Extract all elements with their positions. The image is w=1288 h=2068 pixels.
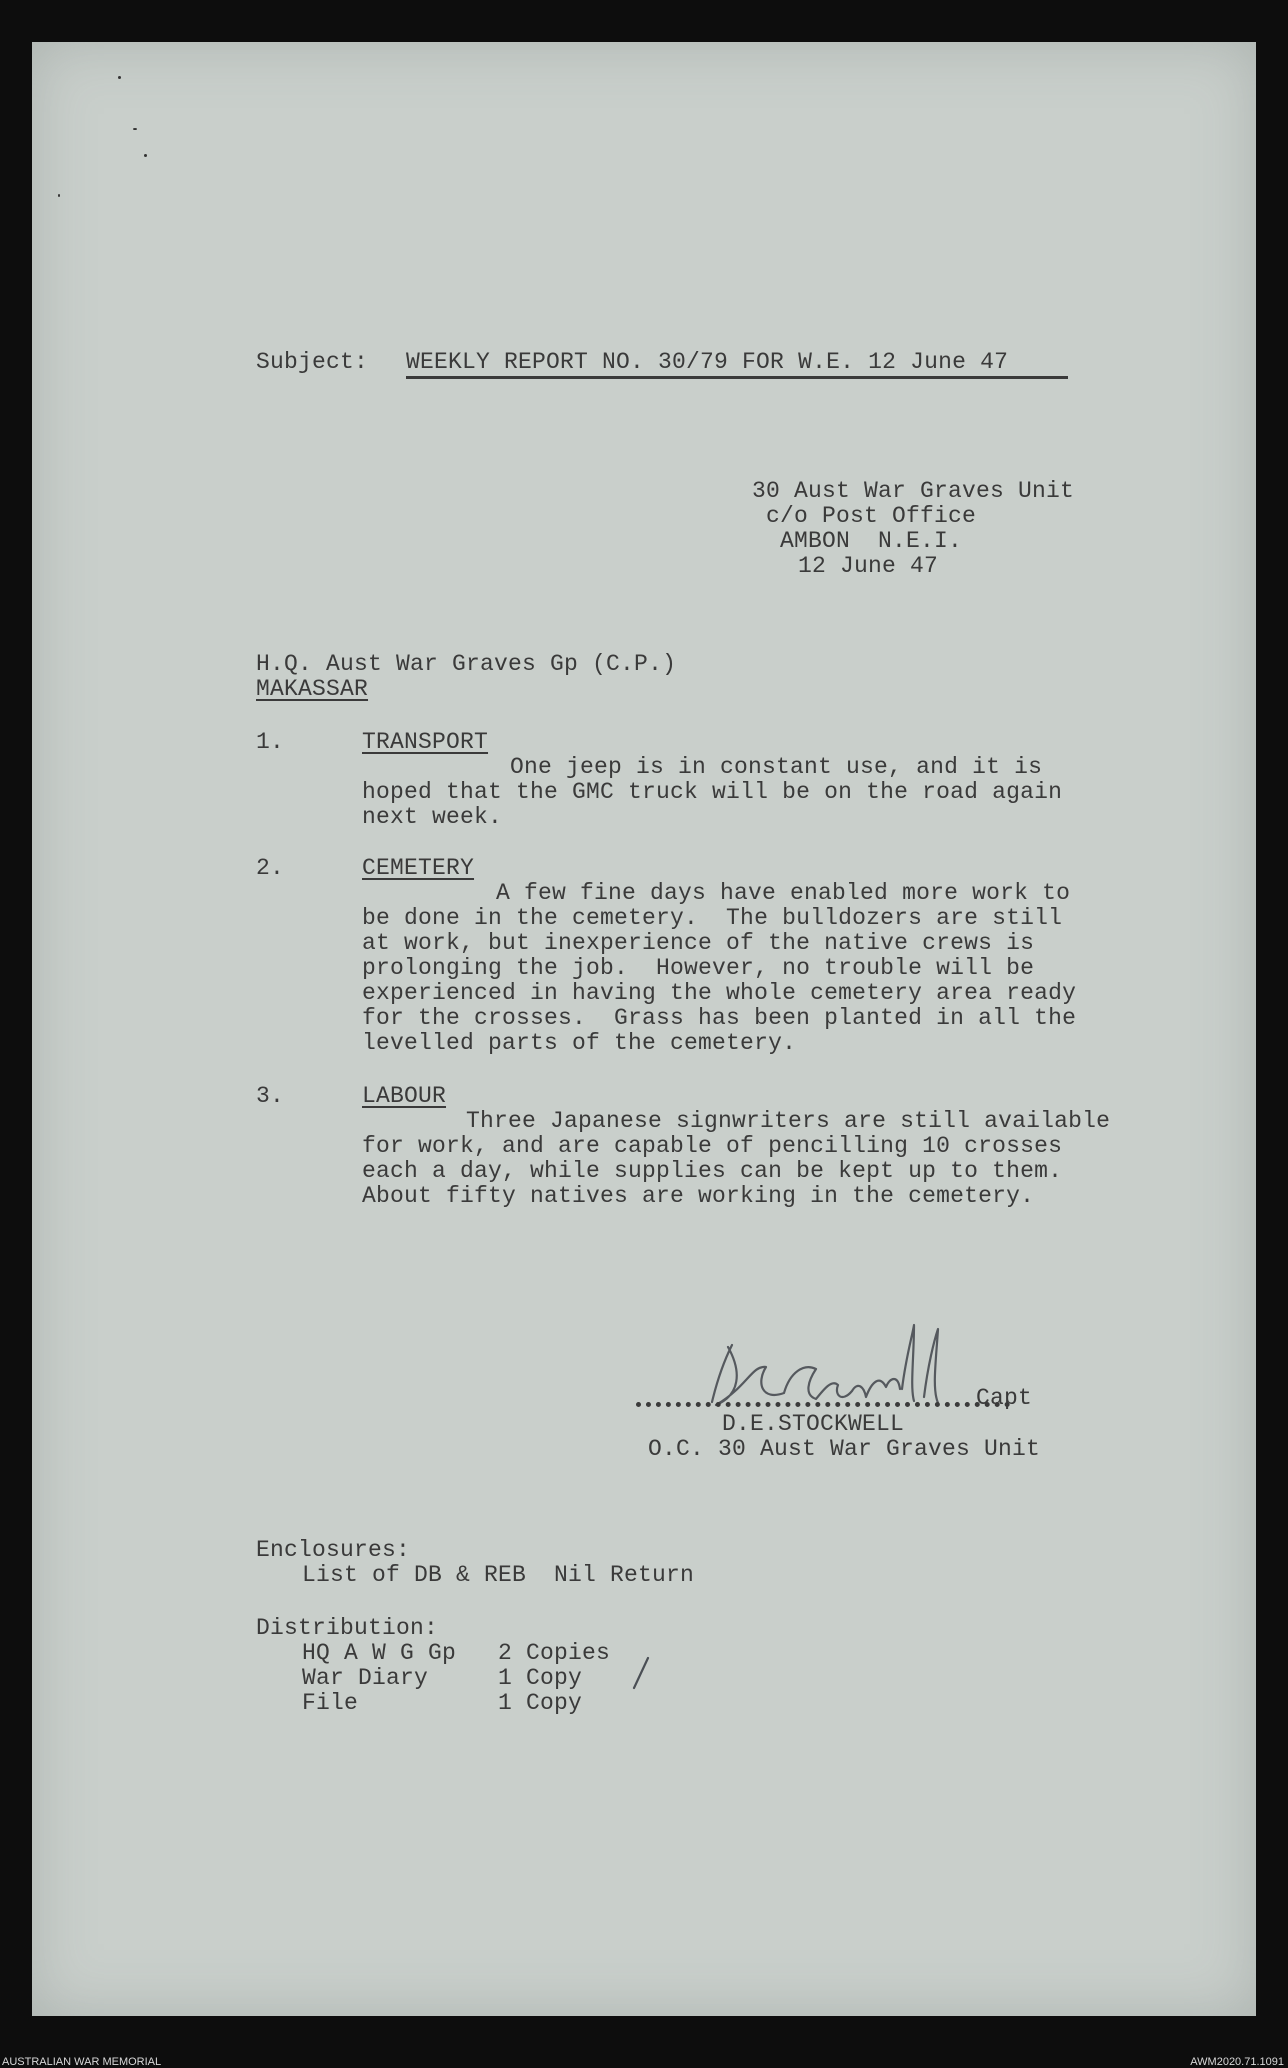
signatory-name: D.E.STOCKWELL — [722, 1411, 905, 1437]
section-text-line: hoped that the GMC truck will be on the road again — [362, 779, 1063, 805]
sender-line: AMBON N.E.I. — [780, 528, 963, 554]
section-text-line: be done in the cemetery. The bulldozers are still — [362, 905, 1063, 931]
distribution-recipient: HQ A W G Gp — [302, 1640, 457, 1666]
paper-speck — [58, 194, 60, 197]
section-heading: TRANSPORT — [362, 729, 489, 755]
section-number: 3. — [256, 1083, 285, 1109]
distribution-copies: 2 Copies — [498, 1640, 611, 1666]
section-heading: LABOUR — [362, 1083, 447, 1109]
section-text-line: prolonging the job. However, no trouble will be — [362, 955, 1035, 981]
section-text-line: About fifty natives are working in the cemetery. — [362, 1183, 1035, 1209]
distribution-recipient: File — [302, 1690, 359, 1716]
signature-dotted-line — [636, 1402, 1010, 1407]
section-text-line: at work, but inexperience of the native crews is — [362, 930, 1035, 956]
section-number: 1. — [256, 729, 285, 755]
distribution-recipient: War Diary — [302, 1665, 429, 1691]
section-text-line: for work, and are capable of pencilling 10 crosses — [362, 1133, 1063, 1159]
subject-title-text: WEEKLY REPORT NO. 30/79 FOR W.E. 12 June 47 — [406, 349, 1009, 375]
signatory-position: O.C. 30 Aust War Graves Unit — [648, 1436, 1041, 1462]
check-mark — [628, 1654, 652, 1694]
section-text-line: for the crosses. Grass has been planted in all the — [362, 1005, 1077, 1031]
enclosures-item: List of DB & REB Nil Return — [302, 1562, 695, 1588]
distribution-copies: 1 Copy — [498, 1690, 583, 1716]
document-page — [32, 42, 1256, 2016]
paper-speck — [144, 154, 147, 157]
recipient-line: H.Q. Aust War Graves Gp (C.P.) — [256, 651, 677, 677]
section-number: 2. — [256, 855, 285, 881]
section-text-line: A few fine days have enabled more work to — [496, 880, 1071, 906]
subject-underline — [406, 376, 1068, 379]
sender-date: 12 June 47 — [798, 553, 939, 579]
footer-archive-name: AUSTRALIAN WAR MEMORIAL — [2, 2056, 162, 2068]
section-text-line: One jeep is in constant use, and it is — [510, 754, 1043, 780]
footer-accession-number: AWM2020.71.1091 — [1190, 2056, 1284, 2068]
paper-speck — [133, 128, 137, 130]
section-heading: CEMETERY — [362, 855, 475, 881]
section-text-line: levelled parts of the cemetery. — [362, 1030, 797, 1056]
recipient-city: MAKASSAR — [256, 676, 369, 702]
distribution-label: Distribution: — [256, 1615, 439, 1641]
sender-line: c/o Post Office — [766, 503, 977, 529]
section-text-line: experienced in having the whole cemetery area ready — [362, 980, 1077, 1006]
paper-speck — [118, 76, 121, 79]
sender-line: 30 Aust War Graves Unit — [752, 478, 1075, 504]
section-text-line: next week. — [362, 804, 503, 830]
section-text-line: each a day, while supplies can be kept up to them. — [362, 1158, 1063, 1184]
enclosures-label: Enclosures: — [256, 1537, 411, 1563]
section-text-line: Three Japanese signwriters are still available — [466, 1108, 1111, 1134]
signature-rank: Capt — [976, 1385, 1033, 1411]
distribution-copies: 1 Copy — [498, 1665, 583, 1691]
subject-label: Subject: — [256, 349, 369, 375]
